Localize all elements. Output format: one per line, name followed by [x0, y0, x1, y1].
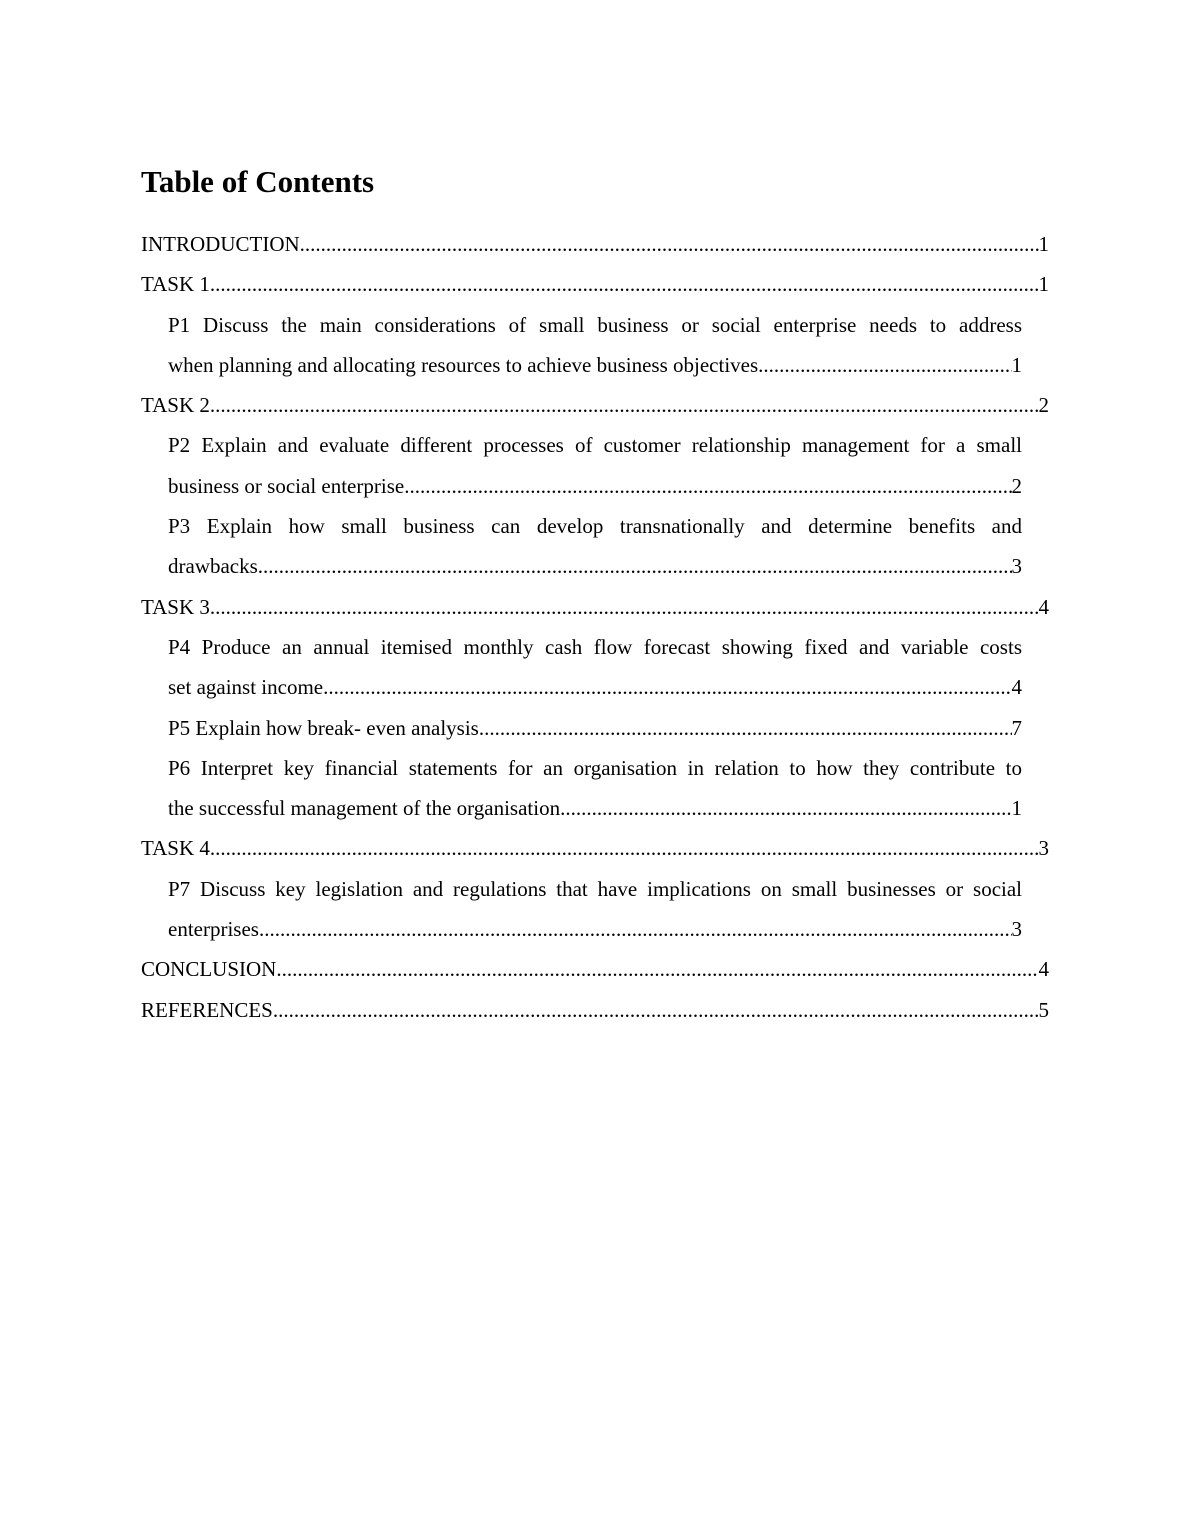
- dot-leader: [300, 224, 1039, 264]
- toc-entry[interactable]: [141, 627, 1049, 708]
- toc-entry-leader-line: [141, 264, 1049, 304]
- toc-page-number: 1: [1038, 272, 1049, 297]
- toc-page-number: 1: [1038, 232, 1049, 256]
- toc-entry-title: the successful management of the organisation: [168, 796, 561, 821]
- dot-leader: [210, 587, 1039, 627]
- toc-entry-leader-line: [168, 466, 1022, 506]
- toc-entry[interactable]: [141, 385, 1049, 425]
- toc-entry-leader-line: [168, 667, 1022, 707]
- toc-entry-title: REFERENCES: [141, 997, 273, 1022]
- toc-list: [141, 224, 1049, 1030]
- toc-entry[interactable]: [141, 264, 1049, 304]
- toc-page-number: 3: [1038, 836, 1049, 861]
- dot-leader: [758, 345, 1011, 385]
- dot-leader: [259, 909, 1012, 949]
- toc-entry-text-line: P3 Explain how small business can develop transnationally and determine benefits and: [168, 514, 1022, 539]
- toc-entry-text-line: P6 Interpret key financial statements for an organisation in relation to how they contribute to: [168, 755, 1022, 780]
- toc-entry-leader-line: [168, 546, 1022, 586]
- dot-leader: [210, 385, 1039, 425]
- toc-entry-text-line: P1 Discuss the main considerations of small business or social enterprise needs to address: [168, 312, 1022, 337]
- toc-entry-leader-line: [168, 708, 1022, 748]
- dot-leader: [276, 949, 1038, 989]
- toc-entry-leader-line: [141, 949, 1049, 989]
- toc-entry[interactable]: [141, 587, 1049, 627]
- toc-entry-title: set against income: [168, 675, 324, 700]
- toc-entry-leader-line: [168, 345, 1022, 385]
- toc-entry-title: business or social enterprise: [168, 473, 405, 498]
- dot-leader: [273, 990, 1039, 1030]
- toc-page-number: 4: [1038, 957, 1049, 982]
- document-page: [141, 160, 1049, 1030]
- toc-entry-text-line: P7 Discuss key legislation and regulations that have implications on small businesses or social: [168, 876, 1022, 901]
- toc-entry-leader-line: [141, 385, 1049, 425]
- toc-page-number: 3: [1011, 917, 1022, 942]
- toc-page-number: 3: [1011, 554, 1022, 579]
- toc-page-number: 5: [1038, 997, 1049, 1022]
- toc-entry[interactable]: [141, 949, 1049, 989]
- toc-entry-title: CONCLUSION: [141, 957, 277, 982]
- toc-entry-title: P5 Explain how break- even analysis: [168, 715, 479, 740]
- toc-entry-leader-line: [141, 224, 1049, 264]
- toc-entry-leader-line: [141, 828, 1049, 868]
- dot-leader: [560, 788, 1011, 828]
- dot-leader: [323, 667, 1011, 707]
- toc-entry[interactable]: [141, 990, 1049, 1030]
- toc-entry-title: INTRODUCTION: [141, 232, 300, 256]
- dot-leader: [210, 264, 1039, 304]
- toc-entry[interactable]: [141, 869, 1049, 950]
- toc-entry-text-line: P4 Produce an annual itemised monthly cash flow forecast showing fixed and variable costs: [168, 634, 1022, 659]
- toc-page-number: 4: [1038, 594, 1049, 619]
- toc-entry-leader-line: [141, 587, 1049, 627]
- toc-entry-leader-line: [168, 788, 1022, 828]
- dot-leader: [210, 828, 1039, 868]
- dot-leader: [479, 708, 1012, 748]
- toc-entry-title: TASK 4: [141, 836, 210, 861]
- toc-entry[interactable]: [141, 748, 1049, 829]
- toc-entry-title: TASK 3: [141, 594, 210, 619]
- toc-entry[interactable]: [141, 506, 1049, 587]
- toc-title: Table of Contents: [141, 164, 375, 199]
- toc-entry-leader-line: [141, 990, 1049, 1030]
- toc-page-number: 1: [1011, 796, 1022, 821]
- toc-entry-title: TASK 2: [141, 393, 210, 418]
- toc-entry-text-line: P2 Explain and evaluate different processes of customer relationship management for a small: [168, 433, 1022, 458]
- toc-page-number: 2: [1038, 393, 1049, 418]
- toc-page-number: 4: [1011, 675, 1022, 700]
- toc-entry[interactable]: [141, 305, 1049, 386]
- dot-leader: [404, 466, 1011, 506]
- toc-entry-leader-line: [168, 909, 1022, 949]
- toc-entry[interactable]: [141, 828, 1049, 868]
- toc-entry-title: enterprises: [168, 917, 259, 942]
- toc-page-number: 2: [1011, 473, 1022, 498]
- toc-entry[interactable]: [141, 224, 1049, 264]
- toc-entry[interactable]: [141, 425, 1049, 506]
- toc-entry-title: when planning and allocating resources to achieve business objectives: [168, 352, 759, 377]
- toc-page-number: 1: [1011, 352, 1022, 377]
- toc-entry-title: TASK 1: [141, 272, 210, 297]
- toc-entry[interactable]: [141, 708, 1049, 748]
- toc-entry-title: drawbacks: [168, 554, 258, 579]
- toc-page-number: 7: [1011, 715, 1022, 740]
- dot-leader: [258, 546, 1012, 586]
